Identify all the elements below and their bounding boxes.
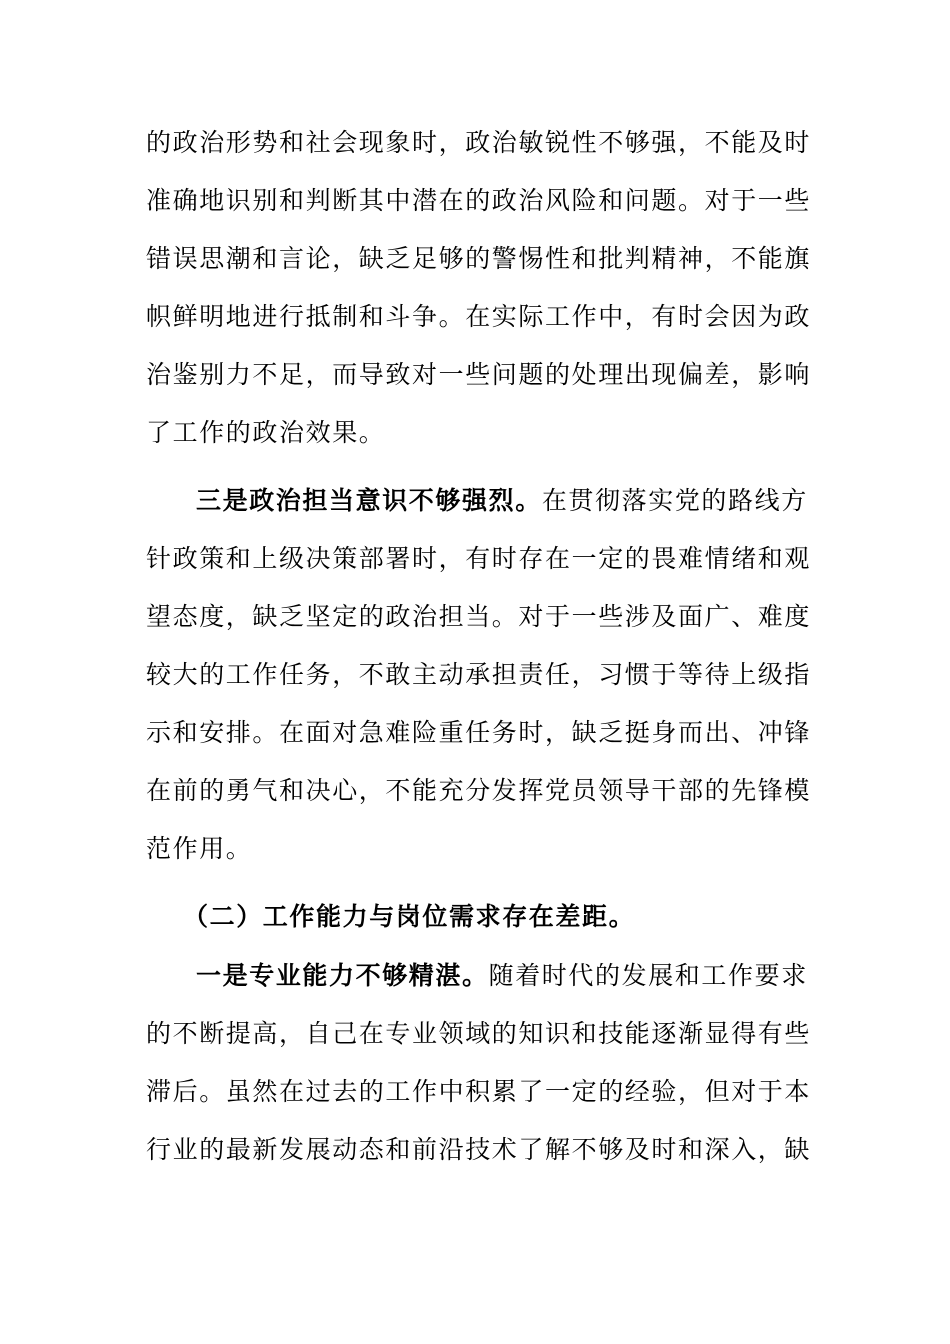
text-line: 准确地识别和判断其中潜在的政治风险和问题。对于一些 (146, 186, 812, 215)
text-line: 帜鲜明地进行抵制和斗争。在实际工作中，有时会因为政 (146, 302, 812, 331)
text-line: 的不断提高，自己在专业领域的知识和技能逐渐显得有些 (146, 1019, 812, 1048)
paragraph-first-line (196, 481, 856, 521)
paragraph-lead: 一是专业能力不够精湛。 (196, 961, 489, 990)
text-line: 滞后。虽然在过去的工作中积累了一定的经验，但对于本 (146, 1077, 812, 1106)
text-line: 望态度，缺乏坚定的政治担当。对于一些涉及面广、难度 (146, 602, 812, 631)
section-heading: （二）工作能力与岗位需求存在差距。 (183, 902, 636, 931)
text-line: 较大的工作任务，不敢主动承担责任，习惯于等待上级指 (146, 660, 812, 689)
text-line: 错误思潮和言论，缺乏足够的警惕性和批判精神，不能旗 (146, 244, 812, 273)
text-line: 在前的勇气和决心，不能充分发挥党员领导干部的先锋模 (146, 776, 812, 805)
paragraph-lead: 三是政治担当意识不够强烈。 (196, 486, 542, 515)
text-line: 范作用。 (146, 834, 253, 863)
paragraph-first-line (196, 956, 856, 996)
text-line: 针政策和上级决策部署时，有时存在一定的畏难情绪和观 (146, 544, 812, 573)
text-line: 了工作的政治效果。 (146, 418, 386, 447)
text-line: 的政治形势和社会现象时，政治敏锐性不够强，不能及时 (146, 128, 812, 157)
paragraph-text: 随着时代的发展和工作要求 (488, 961, 808, 990)
text-line: 行业的最新发展动态和前沿技术了解不够及时和深入，缺 (146, 1135, 812, 1164)
paragraph-text: 在贯彻落实党的路线方 (541, 486, 808, 515)
text-line: 治鉴别力不足，而导致对一些问题的处理出现偏差，影响 (146, 360, 812, 389)
text-line: 示和安排。在面对急难险重任务时，缺乏挺身而出、冲锋 (146, 718, 812, 747)
